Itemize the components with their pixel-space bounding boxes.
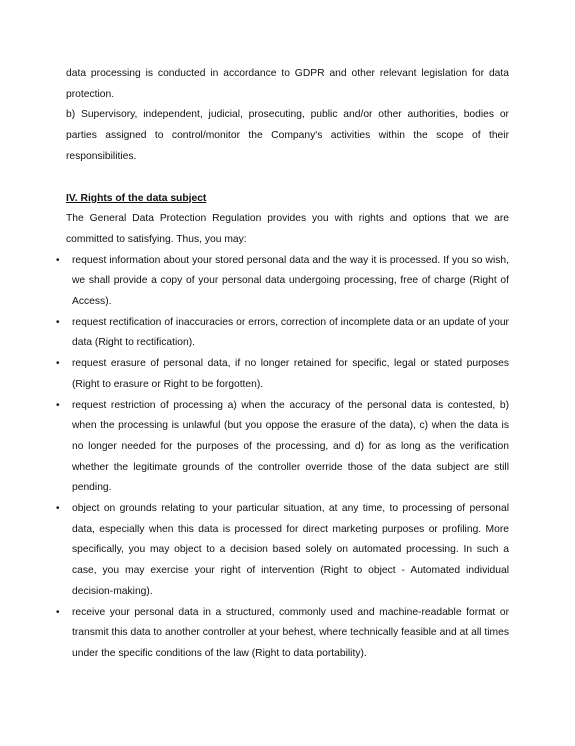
list-item xyxy=(56,313,509,354)
bullet-icon: • xyxy=(56,399,60,411)
bullet-icon: • xyxy=(56,316,60,328)
right-to-data-portability-text: receive your personal data in a structured, commonly used and machine-readable format or transmit this data to another controller at your behest, where technically feasible and at all times under the specific conditions of the law (Right to data portability). xyxy=(72,606,509,659)
document-body xyxy=(56,64,509,665)
intro-paragraph: data processing is conducted in accordance to GDPR and other relevant legislation for data protection. xyxy=(66,68,509,100)
right-to-rectification-text: request rectification of inaccuracies or errors, correction of incomplete data or an update of your data (Right to rectification). xyxy=(72,316,509,349)
bullet-icon: • xyxy=(56,503,60,515)
list-item xyxy=(56,603,509,665)
rights-list xyxy=(56,251,509,665)
list-item xyxy=(56,354,509,395)
bullet-icon: • xyxy=(56,358,60,370)
list-item xyxy=(56,251,509,313)
right-of-access-text: request information about your stored personal data and the way it is processed. If you so wish, we shall provide a copy of your personal data undergoing processing, free of charge (Right of Access). xyxy=(72,254,509,308)
section-intro: The General Data Protection Regulation provides you with rights and options that we are committed to satisfying. Thus, you may: xyxy=(66,213,509,245)
list-item xyxy=(56,396,509,500)
right-to-erasure-text: request erasure of personal data, if no longer retained for specific, legal or stated purposes (Right to erasure or Right to be forgotten). xyxy=(72,358,509,390)
section-heading: IV. Rights of the data subject xyxy=(66,192,207,204)
right-to-restriction-text: request restriction of processing a) when the accuracy of the personal data is contested, b) when the processing is unlawful (but you oppose the erasure of the data), c) when the data is no longer needed for the purposes of the processing, and d) for as long as the verification whether the legitimate grounds of the controller override those of the data subject are still pending. xyxy=(72,399,509,494)
bullet-icon: • xyxy=(56,606,60,618)
paragraph-b: b) Supervisory, independent, judicial, prosecuting, public and/or other authorities, bodies or parties assigned to control/monitor the Company's activities within the scope of their responsibilities. xyxy=(66,109,509,162)
list-item xyxy=(56,499,509,603)
right-to-object-text: object on grounds relating to your particular situation, at any time, to processing of personal data, especially when this data is processed for direct marketing purposes or profiling. More specifically, you may object to a decision based solely on automated processing. In such a case, you may exercise your right of intervention (Right to object - Automated individual decision-making). xyxy=(72,503,509,597)
bullet-icon: • xyxy=(56,254,60,266)
